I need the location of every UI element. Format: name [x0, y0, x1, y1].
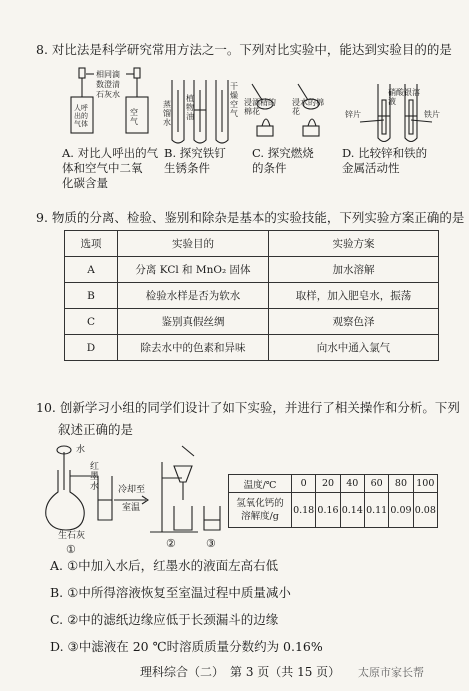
q10-option-b: B. ①中所得溶液恢复至室温过程中质量减小 [50, 585, 291, 600]
q10-room-temp-label: 室温 [122, 503, 141, 513]
solubility-temp-label: 温度/℃ [229, 475, 292, 493]
q9-row-c-purpose: 鉴别真假丝绸 [118, 309, 269, 335]
q8-a-label-3: 石灰水 [96, 90, 120, 99]
q9-row-b-purpose: 检验水样是否为软水 [118, 283, 269, 309]
q8-option-a: A. 对比人呼出的气 体和空气中二氧 化碳含量 [62, 146, 159, 190]
q8-option-c: C. 探究燃烧 的条件 [252, 146, 314, 175]
q8-b-water-label: 蒸馏水 [163, 100, 171, 127]
q10-figure-1-num: ① [66, 543, 76, 556]
q8-a-label-2: 数澄清 [96, 80, 120, 89]
q9-row-b-option: B [65, 283, 118, 309]
q10-option-c: C. ②中的滤纸边缘应低于长颈漏斗的边缘 [50, 612, 279, 627]
q9-row-b-plan: 取样，加入肥皂水，振荡 [269, 283, 439, 309]
q9-row-a-plan: 加水溶解 [269, 257, 439, 283]
q10-option-a: A. ①中加入水后，红墨水的液面左高右低 [50, 558, 279, 573]
solubility-temp-60: 60 [364, 475, 388, 493]
q8-option-b: B. 探究铁钉 生锈条件 [164, 146, 226, 175]
q9-stem: 9. 物质的分离、检验、鉴别和除杂是基本的实验技能，下列实验方案正确的是 [36, 210, 465, 225]
q9-header-plan: 实验方案 [269, 231, 439, 257]
q9-header-purpose: 实验目的 [118, 231, 269, 257]
q10-option-d: D. ③中滤液在 20 ℃时溶质质量分数约为 0.16% [50, 639, 323, 654]
q10-cool-label: 冷却至 [118, 485, 146, 495]
q9-row-d-option: D [65, 335, 118, 361]
q10-stem-line1: 10. 创新学习小组的同学们设计了如下实验，并进行了相关操作和分析。下列 [36, 400, 460, 415]
q9-row-c-option: C [65, 309, 118, 335]
solubility-value-80: 0.09 [389, 493, 413, 528]
q10-solubility-table [228, 474, 438, 528]
solubility-temp-100: 100 [413, 475, 437, 493]
q9-row-d-purpose: 除去水中的色素和异味 [118, 335, 269, 361]
q10-figure-3-num: ③ [206, 537, 216, 550]
q10-water-label: 水 [76, 445, 86, 455]
q8-stem: 8. 对比法是科学研究常用方法之一。下列对比实验中，能达到实验目的的是 [36, 42, 452, 57]
q9-row-a-option: A [65, 257, 118, 283]
watermark: 太原市家长帮 [358, 666, 424, 679]
solubility-temp-0: 0 [292, 475, 316, 493]
q10-figure-2-num: ② [166, 537, 176, 550]
q8-b-dry-label: 干燥空气 [230, 82, 238, 118]
solubility-value-40: 0.14 [340, 493, 364, 528]
solubility-value-label [229, 493, 292, 528]
solubility-label-line2: 溶解度/g [241, 511, 279, 522]
page-footer: 理科综合（二） 第 3 页（共 15 页） [140, 665, 341, 679]
solubility-value-100: 0.08 [413, 493, 437, 528]
solubility-temp-80: 80 [389, 475, 413, 493]
q10-stem-line2: 叙述正确的是 [58, 422, 134, 437]
q8-c-alcohol-label: 浸酒精的棉花 [244, 98, 276, 116]
q8-c-water-label: 浸水的棉花 [292, 98, 324, 116]
q8-option-d: D. 比较锌和铁的 金属活动性 [342, 146, 428, 175]
table-row [229, 493, 438, 528]
q8-d-zinc-label: 锌片 [345, 110, 361, 119]
q8-a-label-1: 相同滴 [96, 70, 120, 79]
q10-quicklime-label: 生石灰 [58, 531, 86, 541]
q9-row-a-purpose: 分离 KCl 和 MnO₂ 固体 [118, 257, 269, 283]
solubility-value-60: 0.11 [364, 493, 388, 528]
q9-header-option: 选项 [65, 231, 118, 257]
q8-b-oil-label: 植物油 [186, 94, 194, 121]
q8-a-air-label: 空气 [130, 108, 138, 126]
q9-row-d-plan: 向水中通入氯气 [269, 335, 439, 361]
q8-d-silver-label: 硝酸银溶液 [388, 88, 420, 106]
solubility-temp-40: 40 [340, 475, 364, 493]
solubility-temp-20: 20 [316, 475, 340, 493]
table-row [229, 475, 438, 493]
q9-row-c-plan: 观察色泽 [269, 309, 439, 335]
q10-red-ink-label: 红墨水 [90, 462, 100, 492]
solubility-value-20: 0.16 [316, 493, 340, 528]
q8-d-iron-label: 铁片 [424, 110, 440, 119]
solubility-label-line1: 氢氧化钙的 [236, 498, 284, 509]
solubility-value-0: 0.18 [292, 493, 316, 528]
q8-a-exhale-label: 人呼出的气体 [74, 104, 88, 128]
